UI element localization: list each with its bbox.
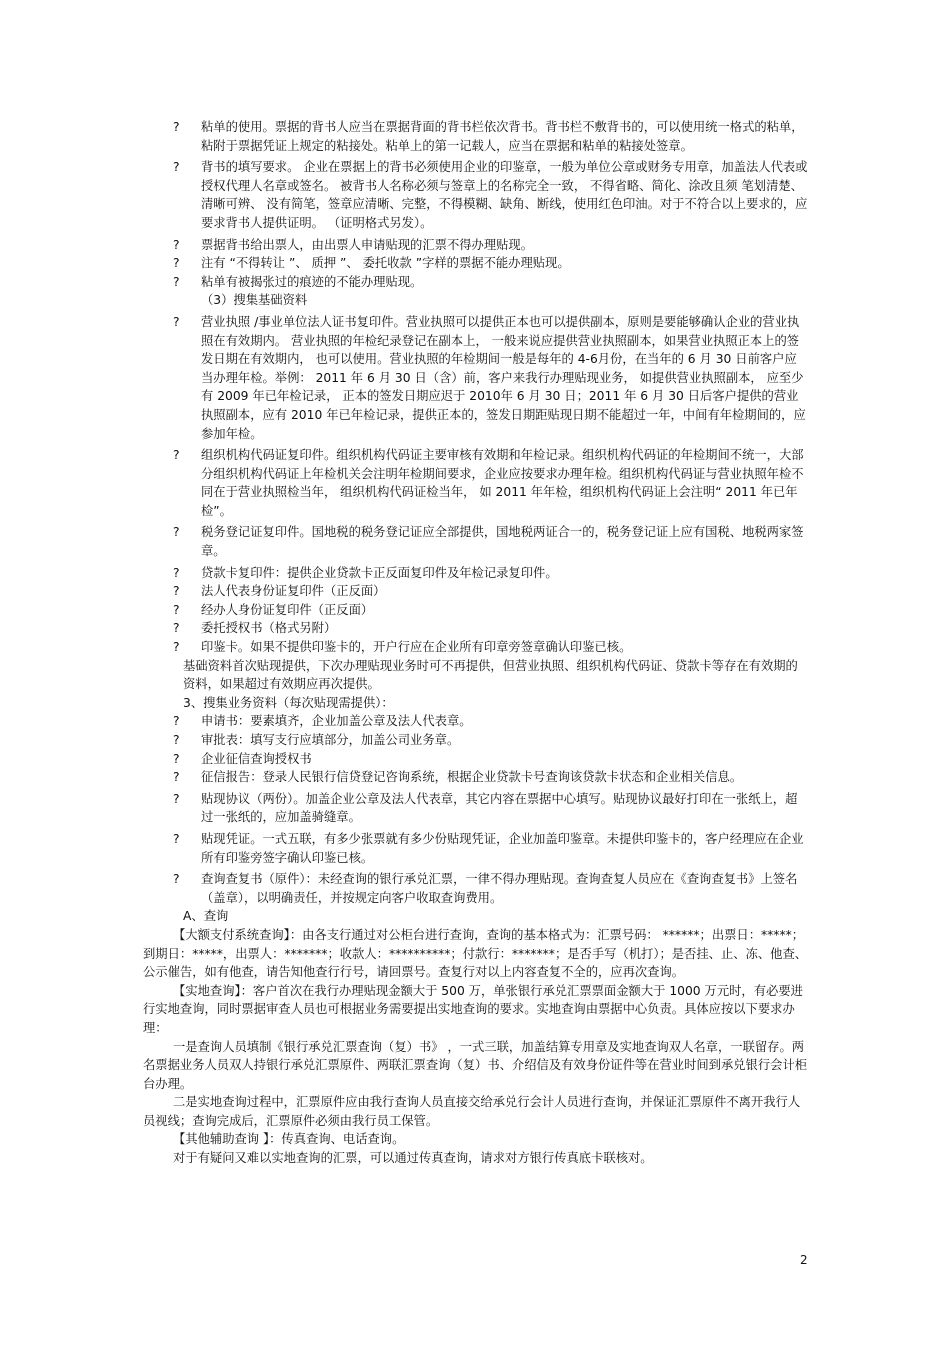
- bullet-item: [143, 601, 808, 620]
- paragraph: 二是实地查询过程中，汇票原件应由我行查询人员直接交给承兑行会计人员进行查询，并保证汇票原件不离开我行人员视线；查询完成后，汇票原件必须由我行员工保管。: [143, 1095, 801, 1128]
- bullet-mark: ?: [173, 448, 180, 463]
- bullet-mark: ?: [173, 621, 180, 636]
- paragraph: 基础资料首次贴现提供，下次办理贴现业务时可不再提供，但营业执照、组织机构代码证、贷款卡等存在有效期的资料，如果超过有效期应再次提供。: [183, 658, 798, 692]
- bullet-text: 贷款卡复印件：提供企业贷款卡正反面复印件及年检记录复印件。: [201, 565, 558, 580]
- bullet-mark: ?: [173, 237, 180, 252]
- paragraph: 对于有疑问又难以实地查询的汇票，可以通过传真查询，请求对方银行传真底卡联核对。: [173, 1151, 653, 1166]
- bullet-item: [143, 830, 808, 867]
- document-body: [143, 118, 808, 1168]
- bullet-item: [143, 236, 808, 255]
- bullet-item: [143, 638, 808, 657]
- bullet-text: 审批表：填写支行应填部分，加盖公司业务章。: [201, 733, 460, 747]
- bullet-text: 征信报告：登录人民银行信贷登记咨询系统，根据企业贷款卡号查询该贷款卡状态和企业相关信息。: [201, 770, 743, 785]
- subsection-heading: A、查询: [183, 909, 229, 924]
- bullet-mark: ?: [173, 314, 180, 329]
- bullet-item: [143, 731, 808, 750]
- bullet-text: 法人代表身份证复印件（正反面）: [201, 584, 386, 599]
- bullet-mark: ?: [173, 120, 180, 134]
- bullet-item: [143, 870, 808, 907]
- page-number: 2: [800, 1253, 808, 1267]
- bullet-mark: ?: [173, 733, 180, 747]
- bullet-item: [143, 619, 808, 638]
- bullet-text: 企业征信查询授权书: [201, 751, 312, 766]
- bullet-item: [143, 158, 808, 232]
- bullet-mark: ?: [173, 770, 180, 785]
- paragraph: 【实地查询】：客户首次在我行办理贴现金额大于 500 万，单张银行承兑汇票票面金额大于 1000 万元时，有必要进行实地查询，同时票据审查人员也可根据业务需要提出实地查询的要求。实地查询由票据中心负责。具体应按以下要求办理：: [143, 983, 803, 1035]
- bullet-item: [143, 273, 808, 292]
- bullet-text: 税务登记证复印件。国地税的税务登记证应全部提供，国地税两证合一的，税务登记证上应有国税、地税两家签章。: [201, 525, 804, 559]
- paragraph-block: [143, 926, 808, 1168]
- paragraph: 【大额支付系统查询】：由各支行通过对公柜台进行查询，查询的基本格式为：汇票号码： ******；出票日：*****；到期日：*****，出票人：*******；收款人：**********；付款行：*******；是否手写（机打）；是否挂、止、冻、他查、公示催告，如有他查，请告知他查行行号，请回票号。查复行对以上内容查复不全的，应再次查询。: [143, 927, 808, 980]
- bullet-text: 申请书：要素填齐，企业加盖公章及法人代表章。: [201, 714, 472, 729]
- bullet-mark: ?: [173, 640, 180, 655]
- bullet-text: 经办人身份证复印件（正反面）: [201, 602, 374, 617]
- bullet-mark: ?: [173, 602, 180, 617]
- bullet-text: 营业执照 /事业单位法人证书复印件。营业执照可以提供正本也可以提供副本，原则是要能够确认企业的营业执照在有效期内。 营业执照的年检纪录登记在副本上， 一般来说应提供营业执照副本，如果营业执照正本上的签发日期在有效期内， 也可以使用。营业执照的年检期间一般是每年的 4-6月份，在当年的 6 月 30 日前客户应当办理年检。举例： 2011 年 6 月 30 日（含）前，客户来我行办理贴现业务， 如提供营业执照副本， 应至少有 2009 年已年检记录， 正本的签发日期应迟于 2010年 6 月 30 日；2011 年 6 月 30 日后客户提供的营业执照副本，应有 2010 年已年检记录，提供正本的，签发日期距贴现日期不能超过一年，中间有年检期间的，应参加年检。: [201, 314, 806, 441]
- bullet-mark: ?: [173, 751, 180, 766]
- bullet-text: 粘单的使用。票据的背书人应当在票据背面的背书栏依次背书。背书栏不敷背书的，可以使用统一格式的粘单，粘附于票据凭证上规定的粘接处。粘单上的第一记载人，应当在票据和粘单的粘接处签章。: [201, 120, 804, 153]
- bullet-mark: ?: [173, 256, 180, 271]
- bullet-item: [143, 750, 808, 769]
- bullet-mark: ?: [173, 831, 180, 846]
- subsection-heading: （3）搜集基础资料: [201, 293, 308, 308]
- bullet-item: [143, 254, 808, 273]
- bullet-mark: ?: [173, 584, 180, 599]
- section-heading: 3、搜集业务资料（每次贴现需提供）：: [183, 695, 394, 710]
- bullet-mark: ?: [173, 872, 180, 887]
- bullet-text: 委托授权书（格式另附）: [201, 621, 337, 636]
- bullet-item: [143, 118, 808, 155]
- bullet-text: 印鉴卡。如果不提供印鉴卡的，开户行应在企业所有印章旁签章确认印鉴已核。: [201, 640, 632, 655]
- bullet-item: [143, 582, 808, 601]
- bullet-mark: ?: [173, 714, 180, 729]
- bullet-mark: ?: [173, 274, 180, 289]
- bullet-item: [143, 790, 808, 827]
- bullet-text: 粘单有被揭张过的痕迹的不能办理贴现。: [201, 274, 423, 289]
- bullet-text: 票据背书给出票人，由出票人申请贴现的汇票不得办理贴现。: [201, 237, 534, 252]
- bullet-item: [143, 313, 808, 443]
- bullet-item: [143, 712, 808, 731]
- bullet-item: [143, 523, 808, 560]
- bullet-text: 贴现协议（两份）。加盖企业公章及法人代表章，其它内容在票据中心填写。贴现协议最好打印在一张纸上，超过一张纸的，应加盖骑缝章。: [201, 791, 798, 825]
- paragraph: 一是查询人员填制《银行承兑汇票查询（复）书》 ，一式三联，加盖结算专用章及实地查询双人名章，一联留存。两名票据业务人员双人持银行承兑汇票原件、两联汇票查询（复）书、介绍信及有效身份证件等在营业时间到承兑银行会计柜台办理。: [143, 1039, 808, 1091]
- bullet-item: [143, 446, 808, 520]
- bullet-mark: ?: [173, 525, 180, 540]
- bullet-item: [143, 768, 808, 787]
- paragraph: 【其他辅助查询 】：传真查询、电话查询。: [173, 1132, 405, 1147]
- bullet-text: 注有 “不得转让 ”、 质押 ”、 委托收款 ”字样的票据不能办理贴现。: [201, 256, 570, 271]
- bullet-mark: ?: [173, 565, 180, 580]
- bullet-text: 查询查复书（原件）：未经查询的银行承兑汇票，一律不得办理贴现。查询查复人员应在《查询查复书》上签名（盖章），以明确责任，并按规定向客户收取查询费用。: [201, 872, 798, 905]
- bullet-mark: ?: [173, 791, 180, 806]
- bullet-mark: ?: [173, 160, 180, 175]
- bullet-text: 贴现凭证。一式五联，有多少张票就有多少份贴现凭证，企业加盖印鉴章。未提供印鉴卡的，客户经理应在企业所有印鉴旁签字确认印鉴已核。: [201, 831, 804, 865]
- bullet-item: [143, 564, 808, 583]
- bullet-text: 组织机构代码证复印件。组织机构代码证主要审核有效期和年检记录。组织机构代码证的年检期间不统一，大部分组织机构代码证上年检机关会注明年检期间要求，企业应按要求办理年检。组织机构代码证与营业执照年检不同在于营业执照检当年， 组织机构代码证检当年， 如 2011 年年检，组织机构代码证上会注明“ 2011 年已年检”。: [201, 448, 804, 518]
- bullet-text: 背书的填写要求。 企业在票据上的背书必须使用企业的印鉴章，一般为单位公章或财务专用章，加盖法人代表或授权代理人名章或签名。 被背书人名称必须与签章上的名称完全一致， 不得省略、简化、涂改且须 笔划清楚、 清晰可辨、 没有简笔，签章应清晰、完整，不得模糊、缺角、断线，使用红色印油。对于不符合以上要求的，应要求背书人提供证明。 （证明格式另发）。: [201, 160, 808, 230]
